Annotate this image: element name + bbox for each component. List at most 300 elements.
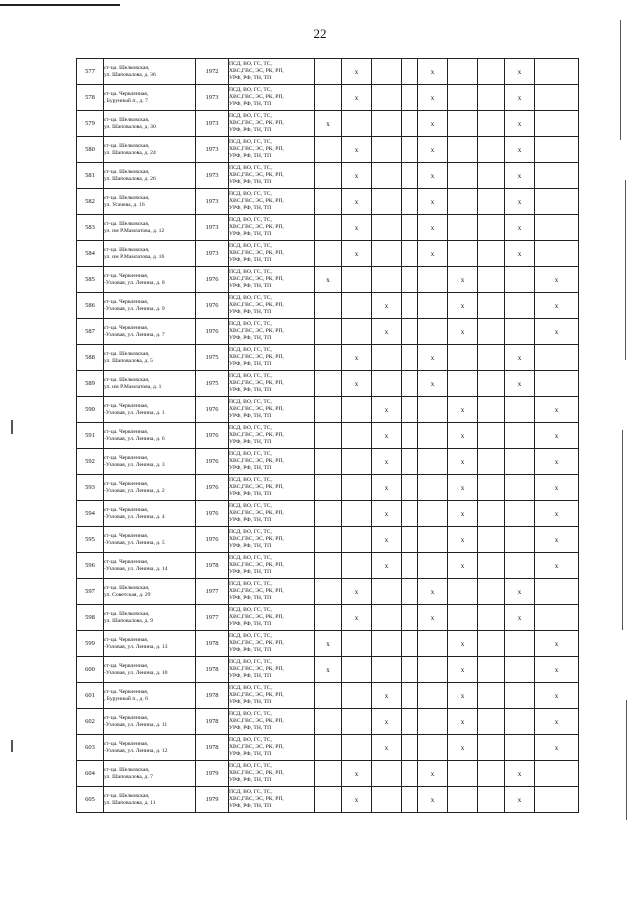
- services-line: ПСД, ВО, ГС, ТС,: [229, 555, 272, 561]
- mark-cell: [402, 553, 418, 579]
- mark-cell: [342, 735, 372, 761]
- services-line: УРФ, РФ, ТН, ТП: [229, 231, 272, 237]
- services-line: ПСД, ВО, ГС, ТС,: [229, 295, 272, 301]
- mark-cell: x: [505, 85, 535, 111]
- address-line: ул. Шаповалова, д. 5: [104, 357, 153, 364]
- mark-cell: [478, 709, 505, 735]
- services-line: ПСД, ВО, ГС, ТС,: [229, 217, 272, 223]
- mark-cell: [478, 605, 505, 631]
- mark-cell: x: [448, 709, 478, 735]
- mark-cell: [342, 657, 372, 683]
- table-row: [77, 293, 579, 319]
- edge-mark: [11, 740, 13, 752]
- year-cell: 1976: [196, 267, 229, 293]
- year-cell: 1976: [196, 319, 229, 345]
- mark-cell: [315, 189, 342, 215]
- mark-cell: x: [505, 787, 535, 813]
- mark-cell: x: [372, 449, 402, 475]
- mark-cell: [342, 527, 372, 553]
- mark-cell: [535, 605, 579, 631]
- address-line: ул. Советская, д. 29: [104, 591, 151, 598]
- mark-cell: [535, 787, 579, 813]
- row-number: 587: [77, 319, 104, 345]
- services-line: ХВС,ГВС, ЭС, РК, РП,: [229, 484, 284, 490]
- mark-cell: [315, 553, 342, 579]
- address-line: ул. Шаповалова, д. 36: [104, 71, 156, 78]
- address-line: -Узловая, ул. Ленина, д. 9: [104, 305, 165, 312]
- mark-cell: x: [372, 293, 402, 319]
- year-cell: 1976: [196, 423, 229, 449]
- services-cell: [229, 85, 315, 111]
- address-line: ул. Шаповалова, д. 26: [104, 175, 156, 182]
- address-cell: [104, 631, 196, 657]
- mark-cell: x: [505, 59, 535, 85]
- services-cell: [229, 397, 315, 423]
- year-cell: 1973: [196, 215, 229, 241]
- services-line: УРФ, РФ, ТН, ТП: [229, 569, 272, 575]
- address-line: ст-ца. Червленная,: [104, 662, 149, 669]
- year-cell: 1973: [196, 189, 229, 215]
- mark-cell: [402, 735, 418, 761]
- table-row: [77, 241, 579, 267]
- mark-cell: [478, 241, 505, 267]
- services-line: УРФ, РФ, ТН, ТП: [229, 75, 272, 81]
- address-cell: [104, 163, 196, 189]
- address-line: ст-ца. Червленная,: [104, 688, 149, 695]
- address-cell: [104, 59, 196, 85]
- mark-cell: x: [535, 735, 579, 761]
- mark-cell: [478, 215, 505, 241]
- mark-cell: x: [342, 787, 372, 813]
- mark-cell: [372, 267, 402, 293]
- mark-cell: [418, 319, 448, 345]
- table-row: [77, 605, 579, 631]
- address-line: -Узловая, ул. Ленина, д. 1: [104, 409, 165, 416]
- address-cell: [104, 293, 196, 319]
- services-line: ХВС,ГВС, ЭС, РК, РП,: [229, 588, 284, 594]
- address-cell: [104, 449, 196, 475]
- mark-cell: [418, 475, 448, 501]
- table-row: [77, 319, 579, 345]
- mark-cell: x: [342, 579, 372, 605]
- mark-cell: [372, 787, 402, 813]
- address-line: -Узловая, ул. Ленина, д. 12: [104, 747, 168, 754]
- year-cell: 1973: [196, 241, 229, 267]
- row-number: 603: [77, 735, 104, 761]
- services-cell: [229, 605, 315, 631]
- address-line: ст-ца. Шелковская,: [104, 376, 150, 383]
- services-cell: [229, 345, 315, 371]
- services-cell: [229, 527, 315, 553]
- services-line: ХВС,ГВС, ЭС, РК, РП,: [229, 302, 284, 308]
- mark-cell: [402, 657, 418, 683]
- services-line: УРФ, РФ, ТН, ТП: [229, 751, 272, 757]
- mark-cell: [478, 371, 505, 397]
- services-line: ПСД, ВО, ГС, ТС,: [229, 477, 272, 483]
- services-cell: [229, 761, 315, 787]
- mark-cell: [315, 735, 342, 761]
- services-line: УРФ, РФ, ТН, ТП: [229, 673, 272, 679]
- mark-cell: x: [342, 345, 372, 371]
- address-line: -Узловая, ул. Ленина, д. 8: [104, 279, 165, 286]
- mark-cell: [478, 267, 505, 293]
- services-cell: [229, 241, 315, 267]
- services-cell: [229, 475, 315, 501]
- services-line: УРФ, РФ, ТН, ТП: [229, 725, 272, 731]
- services-cell: [229, 449, 315, 475]
- services-cell: [229, 59, 315, 85]
- mark-cell: x: [342, 189, 372, 215]
- mark-cell: [535, 345, 579, 371]
- address-line: ул. Шаповалова, д. 30: [104, 123, 156, 130]
- mark-cell: x: [342, 137, 372, 163]
- mark-cell: [505, 449, 535, 475]
- row-number: 588: [77, 345, 104, 371]
- services-cell: [229, 423, 315, 449]
- table-row: [77, 579, 579, 605]
- mark-cell: [402, 787, 418, 813]
- address-line: ст-ца. Шелковская,: [104, 194, 150, 201]
- mark-cell: [402, 397, 418, 423]
- mark-cell: [342, 319, 372, 345]
- address-line: , Бурунный п., д. 7: [104, 97, 148, 104]
- mark-cell: [342, 397, 372, 423]
- edge-mark: [620, 20, 621, 140]
- mark-cell: [535, 241, 579, 267]
- row-number: 604: [77, 761, 104, 787]
- address-line: ст-ца. Шелковская,: [104, 350, 150, 357]
- table-row: [77, 761, 579, 787]
- mark-cell: [448, 787, 478, 813]
- mark-cell: [505, 657, 535, 683]
- mark-cell: [505, 709, 535, 735]
- mark-cell: [418, 631, 448, 657]
- address-cell: [104, 553, 196, 579]
- services-line: УРФ, РФ, ТН, ТП: [229, 699, 272, 705]
- address-line: -Узловая, ул. Ленина, д. 11: [104, 721, 168, 728]
- mark-cell: [535, 59, 579, 85]
- table-row: [77, 371, 579, 397]
- table-row: [77, 709, 579, 735]
- mark-cell: [342, 111, 372, 137]
- mark-cell: [448, 579, 478, 605]
- year-cell: 1978: [196, 657, 229, 683]
- year-cell: 1976: [196, 501, 229, 527]
- mark-cell: x: [448, 267, 478, 293]
- services-line: ПСД, ВО, ГС, ТС,: [229, 399, 272, 405]
- services-line: ХВС,ГВС, ЭС, РК, РП,: [229, 666, 284, 672]
- address-line: ул. Шаповалова, д. 7: [104, 773, 153, 780]
- mark-cell: [478, 449, 505, 475]
- table-row: [77, 85, 579, 111]
- mark-cell: [372, 189, 402, 215]
- services-line: УРФ, РФ, ТН, ТП: [229, 361, 272, 367]
- mark-cell: x: [448, 475, 478, 501]
- mark-cell: x: [505, 137, 535, 163]
- year-cell: 1976: [196, 527, 229, 553]
- mark-cell: [402, 215, 418, 241]
- mark-cell: [418, 735, 448, 761]
- services-line: ХВС,ГВС, ЭС, РК, РП,: [229, 406, 284, 412]
- address-cell: [104, 501, 196, 527]
- mark-cell: x: [418, 85, 448, 111]
- table-row: [77, 163, 579, 189]
- address-cell: [104, 527, 196, 553]
- table-row: [77, 631, 579, 657]
- mark-cell: [402, 345, 418, 371]
- services-cell: [229, 111, 315, 137]
- mark-cell: [478, 111, 505, 137]
- year-cell: 1977: [196, 605, 229, 631]
- address-line: ул. Шаповалова, д. 24: [104, 149, 156, 156]
- services-line: ХВС,ГВС, ЭС, РК, РП,: [229, 250, 284, 256]
- address-cell: [104, 241, 196, 267]
- mark-cell: x: [535, 267, 579, 293]
- mark-cell: x: [505, 163, 535, 189]
- table-row: [77, 501, 579, 527]
- mark-cell: [315, 709, 342, 735]
- services-line: ХВС,ГВС, ЭС, РК, РП,: [229, 276, 284, 282]
- address-line: ст-ца. Шелковская,: [104, 610, 150, 617]
- mark-cell: x: [448, 735, 478, 761]
- mark-cell: [372, 371, 402, 397]
- address-line: ст-ца. Червленная,: [104, 454, 149, 461]
- mark-cell: [505, 397, 535, 423]
- table-row: [77, 137, 579, 163]
- address-line: -Узловая, ул. Ленина, д. 13: [104, 643, 168, 650]
- mark-cell: [342, 683, 372, 709]
- mark-cell: [342, 423, 372, 449]
- mark-cell: x: [505, 215, 535, 241]
- mark-cell: [535, 189, 579, 215]
- mark-cell: x: [372, 553, 402, 579]
- page-number: 22: [313, 26, 327, 41]
- mark-cell: x: [342, 163, 372, 189]
- table-row: [77, 683, 579, 709]
- services-line: УРФ, РФ, ТН, ТП: [229, 621, 272, 627]
- year-cell: 1972: [196, 59, 229, 85]
- mark-cell: [478, 423, 505, 449]
- mark-cell: x: [372, 475, 402, 501]
- edge-mark: [11, 420, 13, 434]
- address-cell: [104, 397, 196, 423]
- edge-mark: [626, 700, 627, 820]
- mark-cell: [342, 631, 372, 657]
- row-number: 590: [77, 397, 104, 423]
- mark-cell: x: [315, 111, 342, 137]
- mark-cell: x: [448, 423, 478, 449]
- mark-cell: [478, 59, 505, 85]
- mark-cell: [478, 761, 505, 787]
- mark-cell: [342, 267, 372, 293]
- services-cell: [229, 371, 315, 397]
- mark-cell: [535, 579, 579, 605]
- mark-cell: [402, 709, 418, 735]
- mark-cell: x: [418, 787, 448, 813]
- services-cell: [229, 657, 315, 683]
- year-cell: 1979: [196, 761, 229, 787]
- mark-cell: [505, 293, 535, 319]
- services-cell: [229, 787, 315, 813]
- services-line: ПСД, ВО, ГС, ТС,: [229, 451, 272, 457]
- services-line: ХВС,ГВС, ЭС, РК, РП,: [229, 328, 284, 334]
- mark-cell: [505, 631, 535, 657]
- mark-cell: [372, 761, 402, 787]
- table-row: [77, 397, 579, 423]
- mark-cell: [505, 553, 535, 579]
- row-number: 581: [77, 163, 104, 189]
- mark-cell: x: [535, 709, 579, 735]
- mark-cell: [372, 163, 402, 189]
- table-row: [77, 735, 579, 761]
- mark-cell: x: [342, 215, 372, 241]
- mark-cell: x: [372, 709, 402, 735]
- mark-cell: [418, 553, 448, 579]
- row-number: 595: [77, 527, 104, 553]
- mark-cell: x: [342, 605, 372, 631]
- row-number: 578: [77, 85, 104, 111]
- mark-cell: x: [535, 553, 579, 579]
- mark-cell: [315, 423, 342, 449]
- services-line: УРФ, РФ, ТН, ТП: [229, 387, 272, 393]
- services-cell: [229, 501, 315, 527]
- year-cell: 1977: [196, 579, 229, 605]
- edge-mark: [625, 180, 626, 360]
- mark-cell: [418, 657, 448, 683]
- mark-cell: [315, 449, 342, 475]
- mark-cell: x: [535, 293, 579, 319]
- mark-cell: [505, 423, 535, 449]
- mark-cell: [315, 397, 342, 423]
- mark-cell: [418, 683, 448, 709]
- mark-cell: [402, 475, 418, 501]
- mark-cell: [315, 293, 342, 319]
- mark-cell: x: [448, 657, 478, 683]
- services-line: УРФ, РФ, ТН, ТП: [229, 439, 272, 445]
- address-line: ст-ца. Шелковская,: [104, 116, 150, 123]
- mark-cell: x: [535, 319, 579, 345]
- mark-cell: x: [418, 163, 448, 189]
- address-cell: [104, 137, 196, 163]
- mark-cell: [402, 423, 418, 449]
- services-line: ХВС,ГВС, ЭС, РК, РП,: [229, 94, 284, 100]
- services-line: УРФ, РФ, ТН, ТП: [229, 777, 272, 783]
- mark-cell: [448, 85, 478, 111]
- mark-cell: [478, 85, 505, 111]
- mark-cell: x: [418, 137, 448, 163]
- year-cell: 1973: [196, 111, 229, 137]
- address-line: -Узловая, ул. Ленина, д. 10: [104, 669, 168, 676]
- address-line: -Узловая, ул. Ленина, д. 7: [104, 331, 165, 338]
- year-cell: 1978: [196, 735, 229, 761]
- services-line: ПСД, ВО, ГС, ТС,: [229, 425, 272, 431]
- mark-cell: x: [315, 657, 342, 683]
- services-line: ХВС,ГВС, ЭС, РК, РП,: [229, 380, 284, 386]
- address-cell: [104, 111, 196, 137]
- services-line: УРФ, РФ, ТН, ТП: [229, 465, 272, 471]
- mark-cell: [402, 683, 418, 709]
- mark-cell: [478, 345, 505, 371]
- address-cell: [104, 267, 196, 293]
- mark-cell: [402, 501, 418, 527]
- year-cell: 1978: [196, 709, 229, 735]
- mark-cell: x: [372, 319, 402, 345]
- services-line: ПСД, ВО, ГС, ТС,: [229, 581, 272, 587]
- address-cell: [104, 423, 196, 449]
- mark-cell: [448, 59, 478, 85]
- mark-cell: [505, 267, 535, 293]
- mark-cell: [478, 527, 505, 553]
- mark-cell: [535, 371, 579, 397]
- mark-cell: [448, 111, 478, 137]
- mark-cell: [535, 215, 579, 241]
- table-row: [77, 345, 579, 371]
- mark-cell: [505, 735, 535, 761]
- mark-cell: [402, 85, 418, 111]
- mark-cell: x: [535, 683, 579, 709]
- address-cell: [104, 787, 196, 813]
- services-cell: [229, 319, 315, 345]
- mark-cell: [342, 449, 372, 475]
- mark-cell: [315, 605, 342, 631]
- mark-cell: x: [418, 59, 448, 85]
- mark-cell: [342, 553, 372, 579]
- mark-cell: [402, 631, 418, 657]
- mark-cell: x: [418, 345, 448, 371]
- services-cell: [229, 189, 315, 215]
- address-line: ул. им Р.Мамлатова, д. 1: [104, 383, 162, 390]
- address-line: ул. Усачева, д. 16: [104, 201, 145, 208]
- row-number: 584: [77, 241, 104, 267]
- address-cell: [104, 319, 196, 345]
- mark-cell: [372, 657, 402, 683]
- services-line: ХВС,ГВС, ЭС, РК, РП,: [229, 146, 284, 152]
- address-line: , Бурунный п., д. 6: [104, 695, 148, 702]
- mark-cell: x: [505, 241, 535, 267]
- mark-cell: [315, 501, 342, 527]
- mark-cell: [402, 137, 418, 163]
- mark-cell: [478, 501, 505, 527]
- year-cell: 1979: [196, 787, 229, 813]
- services-line: ПСД, ВО, ГС, ТС,: [229, 529, 272, 535]
- mark-cell: [315, 761, 342, 787]
- mark-cell: [418, 501, 448, 527]
- services-line: ПСД, ВО, ГС, ТС,: [229, 347, 272, 353]
- address-cell: [104, 709, 196, 735]
- services-line: УРФ, РФ, ТН, ТП: [229, 595, 272, 601]
- address-cell: [104, 735, 196, 761]
- services-line: ХВС,ГВС, ЭС, РК, РП,: [229, 510, 284, 516]
- mark-cell: [315, 319, 342, 345]
- address-cell: [104, 579, 196, 605]
- mark-cell: x: [448, 449, 478, 475]
- mark-cell: [505, 683, 535, 709]
- row-number: 592: [77, 449, 104, 475]
- address-line: ст-ца. Шелковская,: [104, 792, 150, 799]
- services-line: УРФ, РФ, ТН, ТП: [229, 491, 272, 497]
- services-line: УРФ, РФ, ТН, ТП: [229, 517, 272, 523]
- year-cell: 1976: [196, 397, 229, 423]
- address-line: ст-ца. Шелковская,: [104, 142, 150, 149]
- mark-cell: [402, 293, 418, 319]
- services-line: УРФ, РФ, ТН, ТП: [229, 335, 272, 341]
- mark-cell: [315, 787, 342, 813]
- address-line: ст-ца. Шелковская,: [104, 220, 150, 227]
- mark-cell: x: [448, 501, 478, 527]
- services-line: УРФ, РФ, ТН, ТП: [229, 283, 272, 289]
- address-line: ст-ца. Червленная,: [104, 298, 149, 305]
- row-number: 591: [77, 423, 104, 449]
